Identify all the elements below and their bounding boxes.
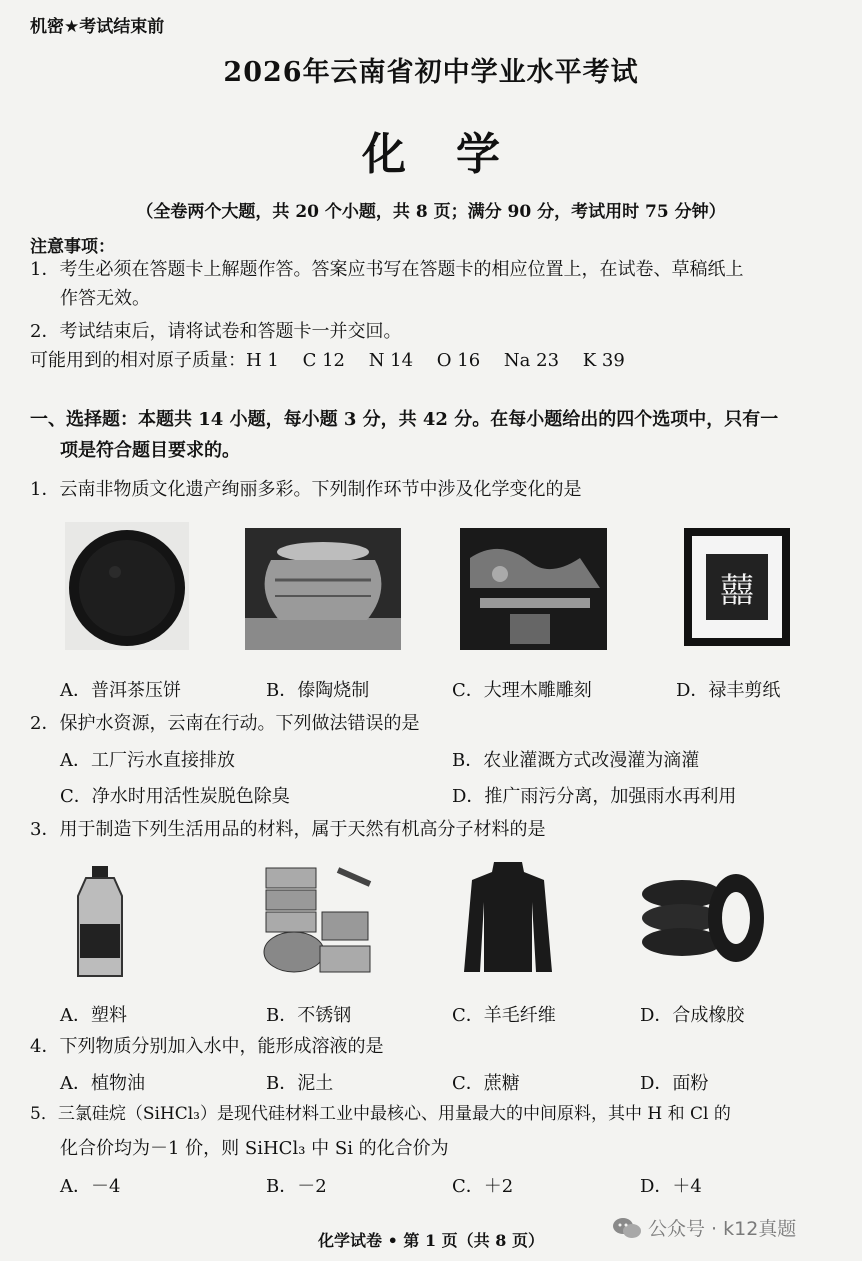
question-3-option-a[interactable]: A．塑料 xyxy=(60,1005,127,1026)
question-4-option-a[interactable]: A．植物油 xyxy=(60,1073,145,1094)
question-3-option-d[interactable]: D．合成橡胶 xyxy=(640,1005,745,1026)
dai-pottery-image xyxy=(245,528,401,650)
question-5-stem-cont: 化合价均为－1 价，则 SiHCl₃ 中 Si 的化合价为 xyxy=(60,1138,449,1159)
question-2-option-d[interactable]: D．推广雨污分离，加强雨水再利用 xyxy=(452,786,737,807)
rubber-tires-image xyxy=(638,870,768,968)
page-footer: 化学试卷 • 第 1 页（共 8 页） xyxy=(318,1231,544,1250)
question-2-option-b[interactable]: B．农业灌溉方式改漫灌为滴灌 xyxy=(452,750,700,771)
section-1-heading-cont: 项是符合题目要求的。 xyxy=(60,440,240,461)
notice-heading: 注意事项： xyxy=(30,237,115,257)
notice-item-2: 2．考试结束后，请将试卷和答题卡一并交回。 xyxy=(30,321,402,342)
paper-cutting-image xyxy=(684,528,790,646)
watermark-text: 公众号 · k12真题 xyxy=(648,1218,797,1240)
wood-carving-image xyxy=(460,528,607,650)
notice-item-1: 1．考生必须在答题卡上解题作答。答案应书写在答题卡的相应位置上，在试卷、草稿纸上 xyxy=(30,259,744,280)
question-3-stem: 3．用于制造下列生活用品的材料，属于天然有机高分子材料的是 xyxy=(30,819,546,840)
question-1-option-b[interactable]: B．傣陶烧制 xyxy=(266,680,370,701)
question-4-option-b[interactable]: B．泥土 xyxy=(266,1073,334,1094)
confidential-label: 机密★考试结束前 xyxy=(30,17,165,37)
question-1-option-a[interactable]: A．普洱茶压饼 xyxy=(60,680,181,701)
question-5-option-d[interactable]: D．＋4 xyxy=(640,1176,702,1197)
exam-info: （全卷两个大题，共 20 个小题，共 8 页；满分 90 分，考试用时 75 分钟） xyxy=(136,202,726,222)
question-2-stem: 2．保护水资源，云南在行动。下列做法错误的是 xyxy=(30,713,420,734)
svg-text:囍: 囍 xyxy=(720,571,754,611)
steel-cookware-image xyxy=(258,860,376,978)
question-5-option-a[interactable]: A．－4 xyxy=(60,1176,121,1197)
question-3-option-c[interactable]: C．羊毛纤维 xyxy=(452,1005,556,1026)
exam-title: 2026年云南省初中学业水平考试 xyxy=(223,57,639,88)
question-1-option-d[interactable]: D．禄丰剪纸 xyxy=(676,680,781,701)
subject-title: 化学 xyxy=(362,129,550,180)
question-5-option-b[interactable]: B．－2 xyxy=(266,1176,327,1197)
question-4-option-c[interactable]: C．蔗糖 xyxy=(452,1073,520,1094)
atomic-masses: 可能用到的相对原子质量：H 1 C 12 N 14 O 16 Na 23 K 39 xyxy=(30,350,625,371)
question-2-option-c[interactable]: C．净水时用活性炭脱色除臭 xyxy=(60,786,290,807)
question-5-option-c[interactable]: C．＋2 xyxy=(452,1176,514,1197)
question-2-option-a[interactable]: A．工厂污水直接排放 xyxy=(60,750,235,771)
question-4-stem: 4．下列物质分别加入水中，能形成溶液的是 xyxy=(30,1036,384,1057)
question-3-option-b[interactable]: B．不锈钢 xyxy=(266,1005,352,1026)
plastic-bottle-image xyxy=(72,866,128,980)
question-4-option-d[interactable]: D．面粉 xyxy=(640,1073,709,1094)
question-1-option-c[interactable]: C．大理木雕雕刻 xyxy=(452,680,592,701)
wool-sweater-image xyxy=(464,862,552,974)
notice-item-1-cont: 作答无效。 xyxy=(60,288,150,309)
question-5-stem: 5．三氯硅烷（SiHCl₃）是现代硅材料工业中最核心、用量最大的中间原料，其中 H 和 Cl 的 xyxy=(30,1104,731,1124)
puer-tea-cake-image xyxy=(65,522,189,650)
question-1-stem: 1．云南非物质文化遗产绚丽多彩。下列制作环节中涉及化学变化的是 xyxy=(30,479,582,500)
section-1-heading: 一、选择题：本题共 14 小题，每小题 3 分，共 42 分。在每小题给出的四个选项中，只有一 xyxy=(30,409,779,430)
